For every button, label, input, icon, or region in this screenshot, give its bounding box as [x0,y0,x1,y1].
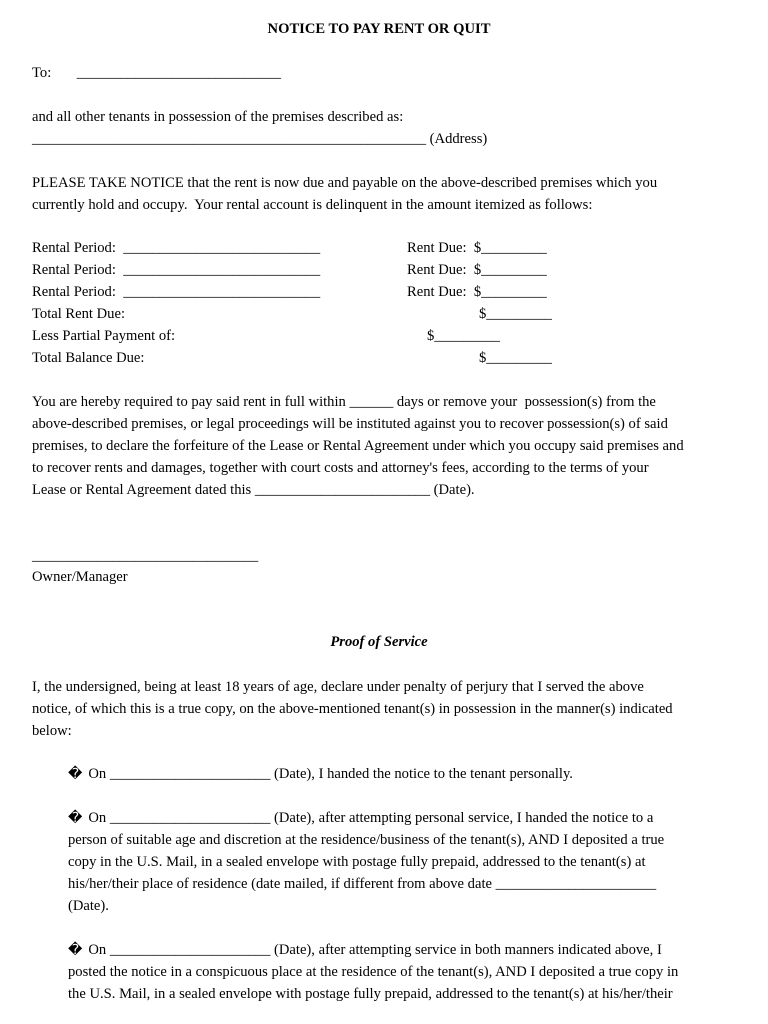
option-text-line: copy in the U.S. Mail, in a sealed envelope with postage fully prepaid, addressed to the tenant(s) at [68,854,646,870]
service-option-posting [68,941,662,959]
option-text: On ______________________ (Date), after attempting service in both manners indicated above, I [88,942,662,958]
rental-period-label: Rental Period: ___________________________ [32,284,321,300]
page-title: NOTICE TO PAY RENT OR QUIT [267,21,491,37]
signature-label: Owner/Manager [32,569,128,585]
proof-of-service-title: Proof of Service [330,634,428,650]
service-option-substitute [68,809,653,827]
total-balance-label: Total Balance Due: [32,350,145,366]
service-option-personal [68,765,573,783]
rent-due-field: Rent Due: $_________ [407,284,547,300]
proof-paragraph-line: below: [32,723,72,739]
required-paragraph-line: above-described premises, or legal proceedings will be instituted against you to recover possession(s) of said [32,416,668,432]
option-text-line: posted the notice in a conspicuous place at the residence of the tenant(s), AND I deposited a true copy in [68,964,679,980]
option-text-line: the U.S. Mail, in a sealed envelope with postage fully prepaid, addressed to the tenant(s) at his/her/their [68,986,673,1002]
less-partial-amount: $_________ [427,328,500,344]
proof-paragraph-line: notice, of which this is a true copy, on the above-mentioned tenant(s) in possession in the manner(s) indicated [32,701,673,717]
required-paragraph-line: Lease or Rental Agreement dated this ________________________ (Date). [32,482,475,498]
bullet-icon: � [68,942,83,958]
proof-paragraph-line: I, the undersigned, being at least 18 years of age, declare under penalty of perjury that I served the above [32,679,644,695]
total-rent-amount: $_________ [479,306,552,322]
option-text-line: his/her/their place of residence (date mailed, if different from above date ______________________ [68,876,657,892]
less-partial-label: Less Partial Payment of: [32,328,176,344]
required-paragraph-line: premises, to declare the forfeiture of the Lease or Rental Agreement under which you occupy said premises and [32,438,684,454]
total-balance-amount: $_________ [479,350,552,366]
address-line: ______________________________________________________ (Address) [32,131,488,147]
required-paragraph-line: to recover rents and damages, together with court costs and attorney's fees, according to the terms of your [32,460,649,476]
rent-due-field: Rent Due: $_________ [407,262,547,278]
notice-paragraph-line: currently hold and occupy. Your rental account is delinquent in the amount itemized as follows: [32,197,593,213]
rental-period-label: Rental Period: ___________________________ [32,240,321,256]
rent-due-field: Rent Due: $_________ [407,240,547,256]
signature-line: _______________________________ [32,548,259,564]
to-line: To: ____________________________ [32,65,282,81]
total-rent-label: Total Rent Due: [32,306,126,322]
all-tenants-text: and all other tenants in possession of the premises described as: [32,109,404,125]
option-text-line: (Date). [68,898,109,914]
option-text-line: person of suitable age and discretion at the residence/business of the tenant(s), AND I deposited a true [68,832,665,848]
option-text: On ______________________ (Date), after attempting personal service, I handed the notice to a [88,810,654,826]
bullet-icon: � [68,766,83,782]
required-paragraph-line: You are hereby required to pay said rent in full within ______ days or remove your possession(s) from the [32,394,656,410]
bullet-icon: � [68,810,83,826]
rental-period-label: Rental Period: ___________________________ [32,262,321,278]
notice-paragraph-line: PLEASE TAKE NOTICE that the rent is now due and payable on the above-described premises which you [32,175,658,191]
option-text: On ______________________ (Date), I handed the notice to the tenant personally. [88,766,573,782]
